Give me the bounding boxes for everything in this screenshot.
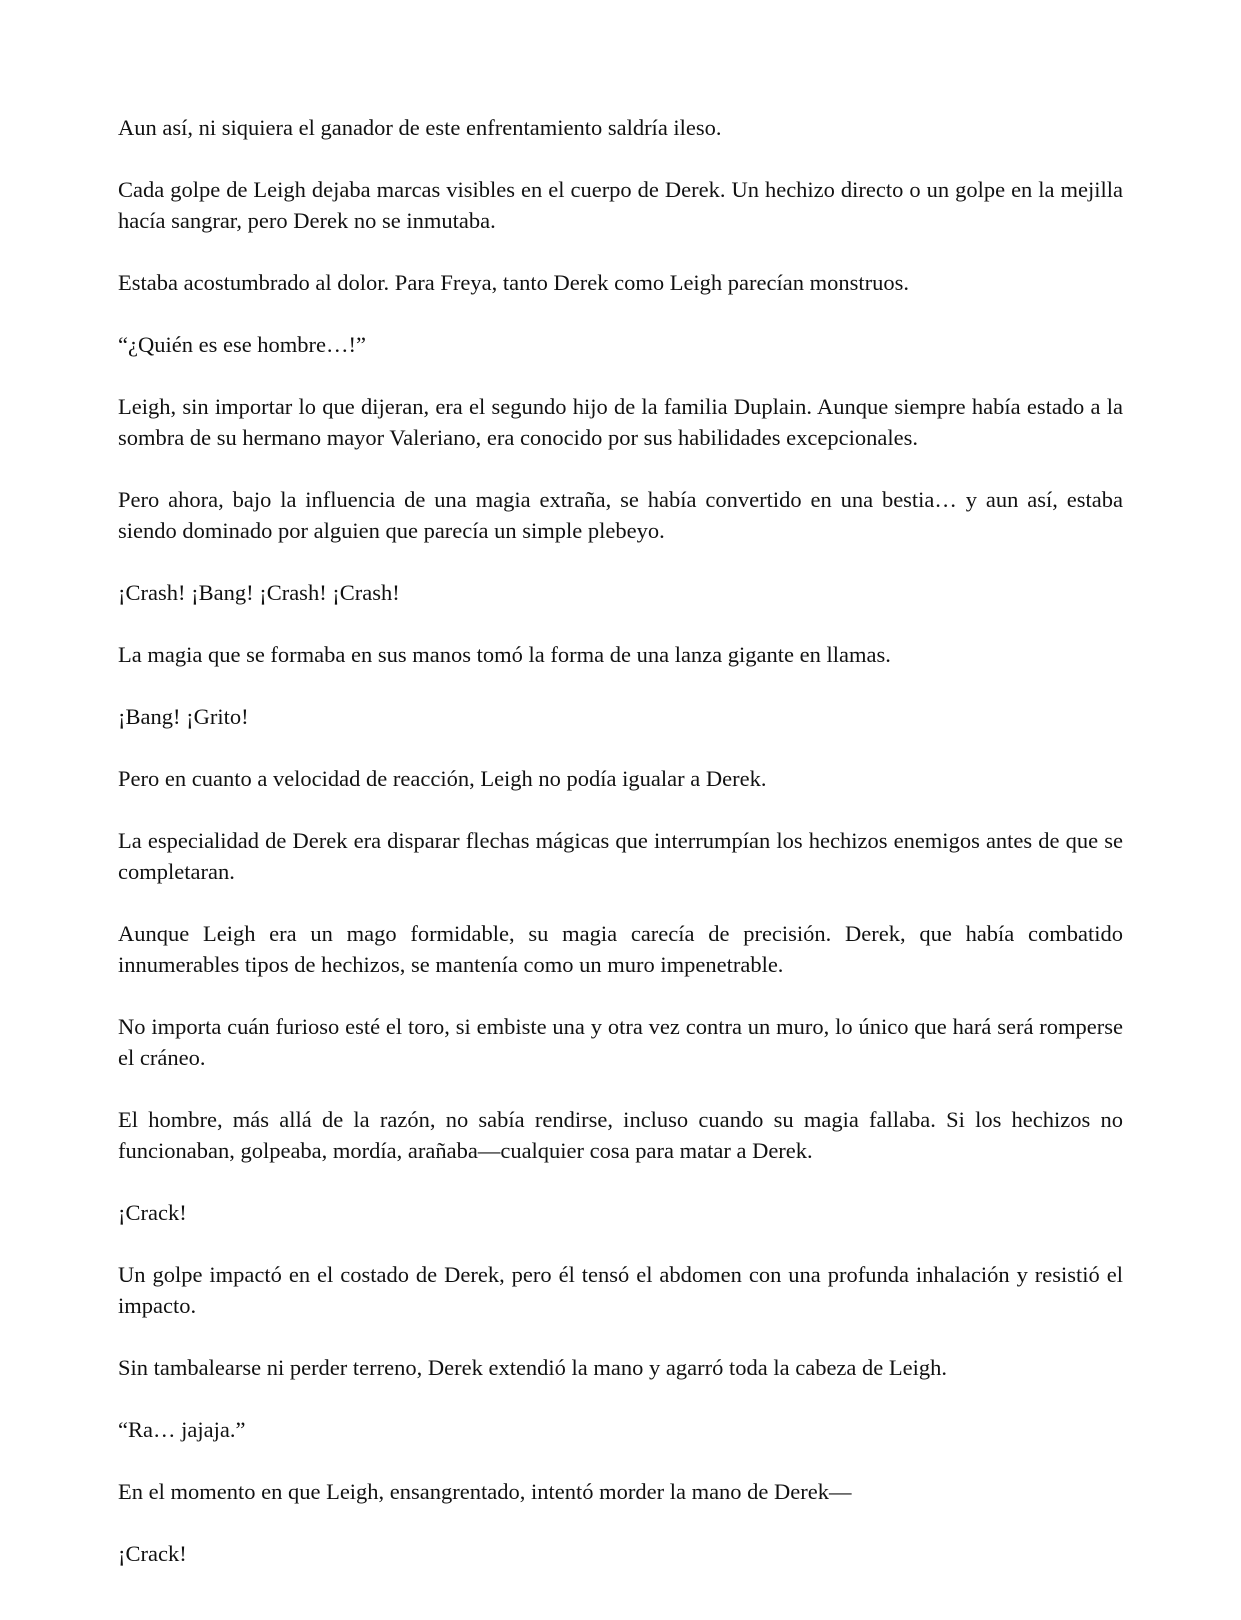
paragraph: Pero ahora, bajo la influencia de una magia extraña, se había convertido en una bestia… y aun así, estaba siendo dominado por alguien que parecía un simple plebeyo.	[118, 487, 1123, 543]
paragraph: La magia que se formaba en sus manos tomó la forma de una lanza gigante en llamas.	[118, 642, 891, 667]
paragraph: Pero en cuanto a velocidad de reacción, Leigh no podía igualar a Derek.	[118, 766, 767, 791]
sound-effect-line: ¡Bang! ¡Grito!	[118, 704, 249, 729]
dialogue-line: “¿Quién es ese hombre…!”	[118, 332, 367, 357]
document-body	[118, 112, 1123, 1600]
paragraph: Aun así, ni siquiera el ganador de este enfrentamiento saldría ileso.	[118, 115, 722, 140]
paragraph: Estaba acostumbrado al dolor. Para Freya, tanto Derek como Leigh parecían monstruos.	[118, 270, 910, 295]
paragraph: Leigh, sin importar lo que dijeran, era el segundo hijo de la familia Duplain. Aunque siempre había estado a la sombra de su hermano mayor Valeriano, era conocido por sus habilidades excepcionales.	[118, 394, 1123, 450]
paragraph: Sin tambalearse ni perder terreno, Derek extendió la mano y agarró toda la cabeza de Leigh.	[118, 1355, 947, 1380]
paragraph: La especialidad de Derek era disparar flechas mágicas que interrumpían los hechizos enemigos antes de que se completaran.	[118, 828, 1123, 884]
dialogue-line: “Ra… jajaja.”	[118, 1417, 246, 1442]
paragraph: Cada golpe de Leigh dejaba marcas visibles en el cuerpo de Derek. Un hechizo directo o un golpe en la mejilla hacía sangrar, pero Derek no se inmutaba.	[118, 177, 1123, 233]
paragraph: En el momento en que Leigh, ensangrentado, intentó morder la mano de Derek—	[118, 1479, 852, 1504]
sound-effect-line: ¡Crack!	[118, 1541, 187, 1566]
sound-effect-line: ¡Crack!	[118, 1200, 187, 1225]
paragraph: Un golpe impactó en el costado de Derek, pero él tensó el abdomen con una profunda inhalación y resistió el impacto.	[118, 1262, 1123, 1318]
paragraph: No importa cuán furioso esté el toro, si embiste una y otra vez contra un muro, lo único que hará será romperse el cráneo.	[118, 1014, 1123, 1070]
paragraph: Aunque Leigh era un mago formidable, su magia carecía de precisión. Derek, que había combatido innumerables tipos de hechizos, se mantenía como un muro impenetrable.	[118, 921, 1123, 977]
sound-effect-line: ¡Crash! ¡Bang! ¡Crash! ¡Crash!	[118, 580, 400, 605]
paragraph: El hombre, más allá de la razón, no sabía rendirse, incluso cuando su magia fallaba. Si los hechizos no funcionaban, golpeaba, mordía, arañaba—cualquier cosa para matar a Derek.	[118, 1107, 1123, 1163]
